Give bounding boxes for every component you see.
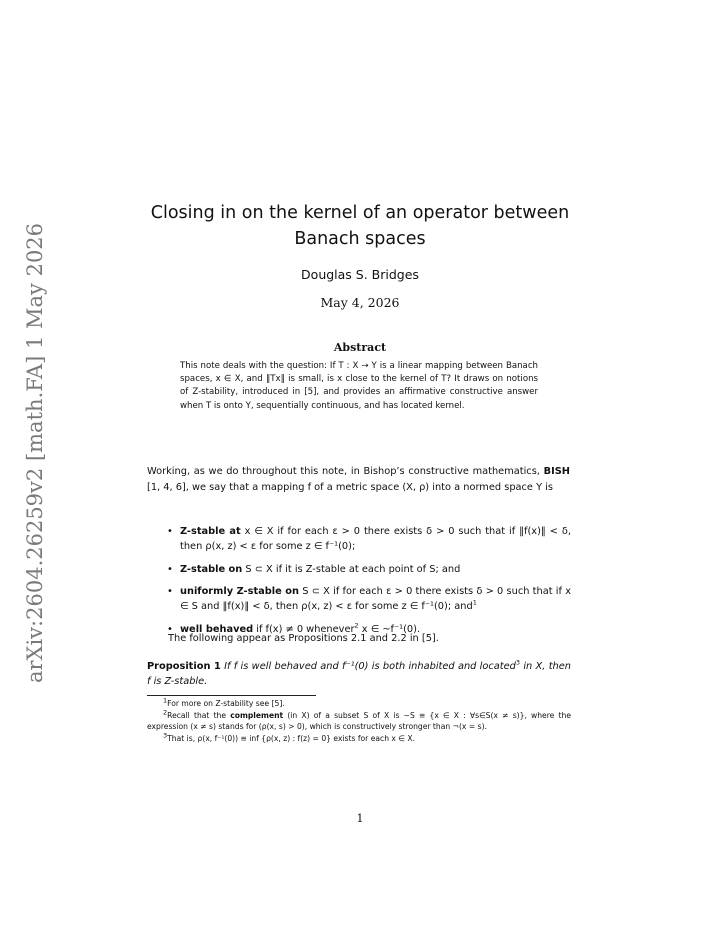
arxiv-stamp xyxy=(18,222,52,683)
definition-text: x ∈ X if for each ε > 0 there exists δ > 0 such that if ‖f(x)‖ < δ, then ρ(x, z) < ε for some z ∈ f⁻¹(0); xyxy=(180,526,571,552)
arxiv-identifier: arXiv:2604.26259v2 [math.FA] 1 May 2026 xyxy=(23,222,47,683)
footnote-3 xyxy=(147,730,571,745)
definition-term: uniformly Z-stable on xyxy=(180,586,299,597)
definition-text: S ⊂ X if it is Z-stable at each point of S; and xyxy=(242,563,461,575)
proposition-text-a: If f is well behaved and f⁻¹(0) is both inhabited and located xyxy=(220,661,516,672)
proposition-1 xyxy=(147,659,571,689)
footnote-text: Recall that the xyxy=(167,710,231,720)
footnote-rule xyxy=(147,695,316,696)
abstract-text: This note deals with the question: If T : X → Y is a linear mapping between Banach spaces, x ∈ X, and ‖Tx‖ is small, is x close to the kernel of T? It draws on notions of Z-stability, introduced in [5], and provides an affirmative constructive answer when T is onto Y, sequentially continuous, and has located kernel. xyxy=(180,361,538,411)
definition-text: if f(x) ≠ 0 whenever xyxy=(253,623,355,635)
transition-paragraph: The following appear as Propositions 2.1 and 2.2 in [5]. xyxy=(168,633,439,644)
list-item xyxy=(147,584,571,614)
bullet-icon: • xyxy=(167,623,173,635)
title-line-2: Banach spaces xyxy=(294,229,426,249)
bullet-icon: • xyxy=(167,586,173,597)
footnotes xyxy=(147,698,571,744)
footnote-number: 3 xyxy=(163,730,168,739)
intro-text-a: Working, as we do throughout this note, in Bishop’s constructive mathematics, xyxy=(147,466,540,477)
list-item xyxy=(147,524,571,554)
list-item xyxy=(147,562,571,577)
footnote-number: 2 xyxy=(163,707,168,716)
footnote-text: (in X) of a subset S of X is ~S ≡ {x ∈ X : ∀s∈S(x ≠ s)}, where the expression (x ≠ s) stands for (ρ(x, s) > 0), which is constructively stronger than ¬(x = s). xyxy=(147,710,571,731)
footnote-number: 1 xyxy=(163,696,168,705)
footnote-marker[interactable]: 1 xyxy=(472,598,477,607)
page-number: 1 xyxy=(356,812,364,825)
abstract-heading: Abstract xyxy=(333,341,387,354)
intro-paragraph xyxy=(147,464,570,495)
paper-title xyxy=(150,200,570,252)
bish-term: BISH xyxy=(543,466,570,477)
footnote-text: That is, ρ(x, f⁻¹(0)) ≡ inf {ρ(x, z) : f(z) = 0} exists for each x ∈ X. xyxy=(167,733,415,743)
footnote-text: For more on Z-stability see [5]. xyxy=(167,699,285,708)
definition-tail: x ∈ ~f⁻¹(0). xyxy=(358,623,421,635)
intro-text-b: [1, 4, 6], we say that a mapping f of a metric space (X, ρ) into a normed space Y is xyxy=(147,481,553,493)
title-line-1: Closing in on the kernel of an operator between xyxy=(150,203,570,223)
definition-term: Z-stable at xyxy=(180,526,241,537)
bullet-icon: • xyxy=(167,526,173,537)
author: Douglas S. Bridges xyxy=(301,267,419,282)
date: May 4, 2026 xyxy=(320,295,400,310)
footnote-marker[interactable]: 3 xyxy=(515,658,521,667)
bullet-icon: • xyxy=(167,563,173,575)
definition-term: Z-stable on xyxy=(180,563,243,575)
definition-term: well behaved xyxy=(180,623,254,635)
definition-text: S ⊂ X if for each ε > 0 there exists δ > 0 such that if x ∈ S and ‖f(x)‖ < δ, then ρ(x, z) < ε for some z ∈ f⁻¹(0); and xyxy=(180,586,571,612)
footnote-1 xyxy=(147,698,571,710)
footnote-2 xyxy=(147,707,571,733)
footnote-marker[interactable]: 2 xyxy=(354,621,359,630)
proposition-label: Proposition 1 xyxy=(147,661,221,672)
complement-term: complement xyxy=(230,710,284,720)
proposition-text-b: in X, then f is Z-stable. xyxy=(147,661,571,687)
definition-list xyxy=(147,524,571,644)
